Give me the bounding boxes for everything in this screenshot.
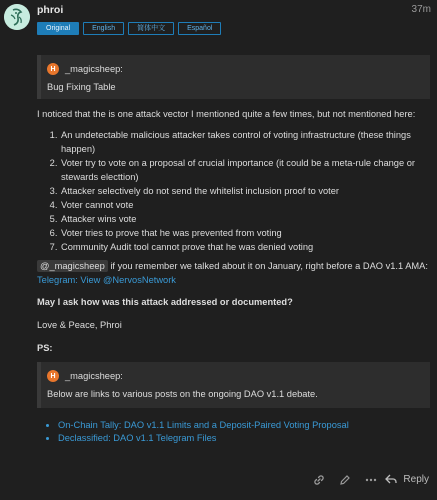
list-item: 1. An undetectable malicious attacker takes control of voting infrastructure (these things happen) [60,128,430,156]
lang-chinese-button[interactable]: 简体中文 [128,22,174,35]
reply-label: Reply [403,473,429,485]
signoff-paragraph: Love & Peace, Phroi [37,320,122,330]
quote-avatar[interactable]: H [47,63,59,75]
link-icon[interactable] [312,473,326,487]
reply-button[interactable] [385,473,429,485]
mention-text: if you remember we talked about it on January, right before a DAO v1.1 AMA: [107,261,428,271]
lang-english-button[interactable]: English [83,22,124,35]
avatar[interactable] [4,4,30,30]
quote-username[interactable]: _magicsheep: [65,371,123,381]
list-item: 6. Voter tries to prove that he was prevented from voting [60,226,430,240]
language-switcher [37,22,221,35]
post-timestamp[interactable]: 37m [411,4,431,15]
post-author[interactable]: phroi [37,4,64,16]
reply-icon [385,473,397,485]
list-item: 7. Community Audit tool cannot prove that he was denied voting [60,240,430,254]
related-links-list [58,419,349,445]
quote-text: Bug Fixing Table [47,82,116,92]
list-item: 3. Attacker selectively do not send the whitelist inclusion proof to voter [60,184,430,198]
quote-block [37,362,430,408]
intro-paragraph: I noticed that the is one attack vector I mentioned quite a few times, but not mentioned here: [37,109,416,119]
quote-text: Below are links to various posts on the ongoing DAO v1.1 debate. [47,389,318,399]
list-item: 2. Voter try to vote on a proposal of crucial importance (it could be a meta-rule change or stewards electtion) [60,156,430,184]
telegram-link[interactable]: Telegram: View @NervosNetwork [37,275,176,285]
list-item: 4. Voter cannot vote [60,198,430,212]
quote-block [37,55,430,99]
quote-username[interactable]: _magicsheep: [65,64,123,74]
declassified-link[interactable]: Declassified: DAO v1.1 Telegram Files [58,433,217,443]
mention-paragraph [37,259,432,287]
post-actions [0,470,437,490]
more-icon[interactable] [364,473,378,487]
lang-spanish-button[interactable]: Español [178,22,221,35]
onchain-tally-link[interactable]: On-Chain Tally: DAO v1.1 Limits and a Deposit-Paired Voting Proposal [58,420,349,430]
edit-icon[interactable] [338,473,352,487]
list-item: 5. Attacker wins vote [60,212,430,226]
lang-original-button[interactable]: Original [37,22,79,35]
user-mention[interactable]: @_magicsheep [37,260,108,272]
question-paragraph: May I ask how was this attack addressed or documented? [37,297,293,307]
attack-steps-list [60,128,430,254]
quote-avatar[interactable]: H [47,370,59,382]
ps-label: PS: [37,343,53,353]
